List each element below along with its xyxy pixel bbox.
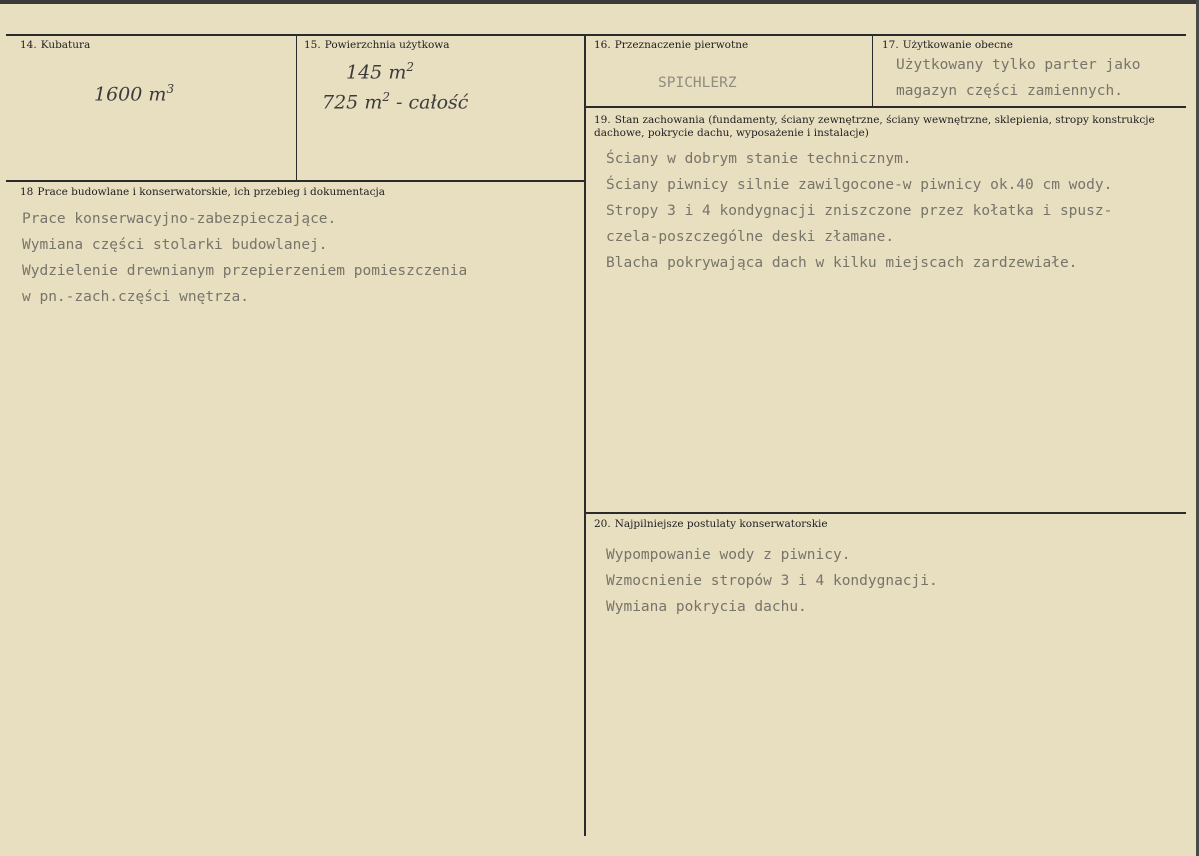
field-powierzchnia-title: Powierzchnia użytkowa: [324, 39, 450, 51]
divider-vertical-left: [296, 34, 297, 180]
card-top-edge: [0, 0, 1199, 4]
field-powierzchnia-number: 15.: [304, 39, 321, 51]
kubatura-unit: m: [148, 83, 167, 106]
rule-left-mid: [6, 180, 584, 182]
field-stan-title: Stan zachowania (fundamenty, ściany zewnętrzne, ściany wewnętrzne, sklepienia, stropy konstrukcje dachowe, pokrycie dachu, wyposażenie i instalacje): [594, 114, 1155, 139]
field-powierzchnia-label: [304, 39, 450, 52]
field-stan-label: [594, 114, 1174, 140]
powierzchnia-line2-suffix: - całość: [396, 91, 469, 114]
rule-right-upper: [586, 106, 1186, 108]
field-prace-title: Prace budowlane i konserwatorskie, ich przebieg i dokumentacja: [37, 186, 386, 198]
kubatura-exponent: 3: [166, 82, 175, 96]
field-powierzchnia-line1: [346, 60, 414, 83]
field-uzytkowanie-label: [882, 39, 1013, 52]
postulaty-line: Wymiana pokrycia dachu.: [606, 599, 807, 615]
prace-line: Wymiana części stolarki budowlanej.: [22, 237, 328, 253]
field-postulaty-title: Najpilniejsze postulaty konserwatorskie: [614, 518, 828, 530]
field-przeznaczenie-label: [594, 39, 748, 52]
uzytkowanie-line: magazyn części zamiennych.: [896, 83, 1123, 99]
field-stan-number: 19.: [594, 114, 611, 126]
kubatura-number: 1600: [94, 83, 143, 106]
field-przeznaczenie-title: Przeznaczenie pierwotne: [614, 39, 749, 51]
prace-line: Prace konserwacyjno-zabezpieczające.: [22, 211, 337, 227]
stan-line: Blacha pokrywająca dach w kilku miejscach zardzewiałe.: [606, 255, 1078, 271]
field-kubatura-value: [94, 82, 174, 105]
field-stan-text: [606, 146, 1112, 276]
field-kubatura-number: 14.: [20, 39, 37, 51]
field-przeznaczenie-value: SPICHLERZ: [658, 75, 737, 91]
field-postulaty-number: 20.: [594, 518, 611, 530]
powierzchnia-line2-exponent: 2: [382, 90, 390, 104]
powierzchnia-line2-unit: m: [364, 91, 383, 114]
powierzchnia-line1-number: 145: [346, 61, 383, 84]
stan-line: Stropy 3 i 4 kondygnacji zniszczone przez kołatka i spusz-: [606, 203, 1113, 219]
field-prace-text: [22, 206, 467, 310]
prace-line: Wydzielenie drewnianym przepierzeniem pomieszczenia: [22, 263, 468, 279]
prace-line: w pn.-zach.części wnętrza.: [22, 289, 249, 305]
powierzchnia-line1-exponent: 2: [406, 60, 414, 74]
rule-top: [6, 34, 1186, 36]
field-przeznaczenie-number: 16.: [594, 39, 611, 51]
field-powierzchnia-line2: [322, 90, 468, 113]
field-uzytkowanie-number: 17.: [882, 39, 899, 51]
field-prace-number: 18: [20, 186, 34, 198]
divider-vertical-main: [584, 34, 586, 836]
powierzchnia-line2-number: 725: [322, 91, 359, 114]
stan-line: Ściany piwnicy silnie zawilgocone-w piwnicy ok.40 cm wody.: [606, 177, 1113, 193]
rule-right-lower: [586, 512, 1186, 514]
field-prace-label: [20, 186, 385, 199]
divider-vertical-right: [872, 34, 873, 106]
uzytkowanie-line: Użytkowany tylko parter jako: [896, 57, 1141, 73]
field-postulaty-text: [606, 542, 938, 620]
field-kubatura-label: [20, 39, 90, 52]
postulaty-line: Wzmocnienie stropów 3 i 4 kondygnacji.: [606, 573, 938, 589]
field-postulaty-label: [594, 518, 828, 531]
postulaty-line: Wypompowanie wody z piwnicy.: [606, 547, 851, 563]
stan-line: Ściany w dobrym stanie technicznym.: [606, 151, 912, 167]
field-uzytkowanie-title: Użytkowanie obecne: [902, 39, 1013, 51]
stan-line: czela-poszczególne deski złamane.: [606, 229, 895, 245]
powierzchnia-line1-unit: m: [388, 61, 407, 84]
field-uzytkowanie-text: [896, 52, 1140, 104]
field-kubatura-title: Kubatura: [40, 39, 91, 51]
